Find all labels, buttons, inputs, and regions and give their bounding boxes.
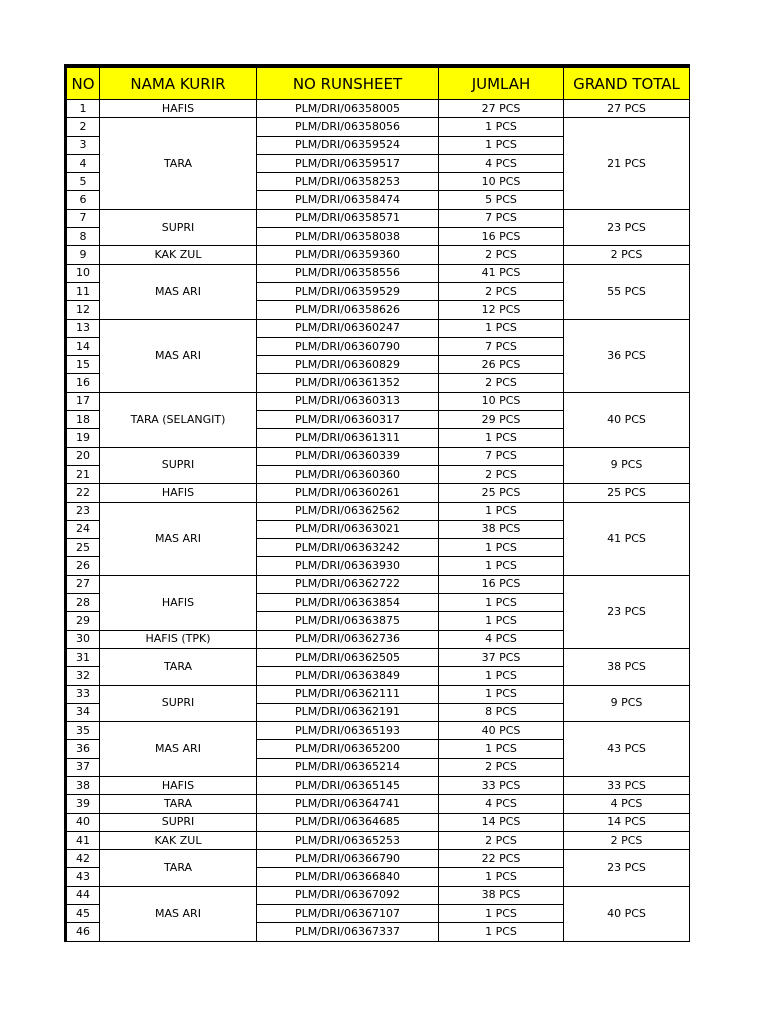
runsheet-cell[interactable]: PLM/DRI/06363854 [257, 594, 439, 612]
row-number-cell[interactable]: 33 [66, 685, 100, 703]
kurir-cell[interactable]: MAS ARI [100, 264, 257, 319]
row-number-cell[interactable]: 20 [66, 447, 100, 465]
row-number-cell[interactable]: 17 [66, 392, 100, 410]
runsheet-cell[interactable]: PLM/DRI/06363930 [257, 557, 439, 575]
row-number-cell[interactable]: 27 [66, 575, 100, 593]
row-number-cell[interactable]: 29 [66, 612, 100, 630]
header-jumlah[interactable]: JUMLAH [439, 66, 564, 100]
runsheet-cell[interactable]: PLM/DRI/06360313 [257, 392, 439, 410]
table-row [66, 886, 690, 904]
row-number-cell[interactable]: 9 [66, 246, 100, 264]
jumlah-cell[interactable]: 7 PCS [439, 337, 564, 355]
jumlah-cell[interactable]: 26 PCS [439, 356, 564, 374]
row-number-cell[interactable]: 34 [66, 703, 100, 721]
row-number-cell[interactable]: 41 [66, 831, 100, 849]
grand-total-cell[interactable]: 21 PCS [564, 118, 690, 209]
row-number-cell[interactable]: 40 [66, 813, 100, 831]
table-row [66, 319, 690, 337]
jumlah-cell[interactable]: 10 PCS [439, 392, 564, 410]
runsheet-cell[interactable]: PLM/DRI/06360360 [257, 465, 439, 483]
runsheet-cell[interactable]: PLM/DRI/06358556 [257, 264, 439, 282]
runsheet-cell[interactable]: PLM/DRI/06362562 [257, 502, 439, 520]
jumlah-cell[interactable]: 5 PCS [439, 191, 564, 209]
runsheet-cell[interactable]: PLM/DRI/06365145 [257, 776, 439, 794]
grand-total-cell[interactable]: 14 PCS [564, 813, 690, 831]
grand-total-cell[interactable]: 2 PCS [564, 831, 690, 849]
runsheet-cell[interactable]: PLM/DRI/06358626 [257, 301, 439, 319]
row-number-cell[interactable]: 22 [66, 484, 100, 502]
table-row [66, 795, 690, 813]
row-number-cell[interactable]: 42 [66, 850, 100, 868]
grand-total-cell[interactable]: 25 PCS [564, 484, 690, 502]
kurir-cell[interactable]: SUPRI [100, 209, 257, 246]
jumlah-cell[interactable]: 1 PCS [439, 594, 564, 612]
runsheet-cell[interactable]: PLM/DRI/06363849 [257, 667, 439, 685]
table-row [66, 246, 690, 264]
runsheet-cell[interactable]: PLM/DRI/06364741 [257, 795, 439, 813]
runsheet-cell[interactable]: PLM/DRI/06358474 [257, 191, 439, 209]
runsheet-cell[interactable]: PLM/DRI/06361352 [257, 374, 439, 392]
runsheet-cell[interactable]: PLM/DRI/06361311 [257, 429, 439, 447]
jumlah-cell[interactable]: 2 PCS [439, 374, 564, 392]
kurir-cell[interactable]: KAK ZUL [100, 246, 257, 264]
row-number-cell[interactable]: 24 [66, 520, 100, 538]
grand-total-cell[interactable]: 23 PCS [564, 850, 690, 887]
runsheet-cell[interactable]: PLM/DRI/06365200 [257, 740, 439, 758]
kurir-cell[interactable]: HAFIS (TPK) [100, 630, 257, 648]
table-row [66, 722, 690, 740]
row-number-cell[interactable]: 2 [66, 118, 100, 136]
runsheet-cell[interactable]: PLM/DRI/06360829 [257, 356, 439, 374]
row-number-cell[interactable]: 44 [66, 886, 100, 904]
row-number-cell[interactable]: 19 [66, 429, 100, 447]
runsheet-cell[interactable]: PLM/DRI/06358571 [257, 209, 439, 227]
runsheet-cell[interactable]: PLM/DRI/06358005 [257, 100, 439, 118]
table-row [66, 575, 690, 593]
grand-total-cell[interactable]: 9 PCS [564, 685, 690, 722]
header-nama-kurir[interactable]: NAMA KURIR [100, 66, 257, 100]
table-row [66, 850, 690, 868]
row-number-cell[interactable]: 12 [66, 301, 100, 319]
kurir-cell[interactable]: HAFIS [100, 575, 257, 630]
table-row [66, 392, 690, 410]
jumlah-cell[interactable]: 4 PCS [439, 630, 564, 648]
header-grand-total[interactable]: GRAND TOTAL [564, 66, 690, 100]
row-number-cell[interactable]: 15 [66, 356, 100, 374]
kurir-cell[interactable]: TARA [100, 648, 257, 685]
table-row [66, 776, 690, 794]
grand-total-cell[interactable]: 33 PCS [564, 776, 690, 794]
table-row [66, 118, 690, 136]
row-number-cell[interactable]: 39 [66, 795, 100, 813]
jumlah-cell[interactable]: 1 PCS [439, 502, 564, 520]
jumlah-cell[interactable]: 41 PCS [439, 264, 564, 282]
jumlah-cell[interactable]: 1 PCS [439, 667, 564, 685]
jumlah-cell[interactable]: 10 PCS [439, 173, 564, 191]
jumlah-cell[interactable]: 16 PCS [439, 575, 564, 593]
jumlah-cell[interactable]: 7 PCS [439, 209, 564, 227]
jumlah-cell[interactable]: 1 PCS [439, 685, 564, 703]
row-number-cell[interactable]: 16 [66, 374, 100, 392]
row-number-cell[interactable]: 18 [66, 411, 100, 429]
row-number-cell[interactable]: 4 [66, 154, 100, 172]
table-row [66, 831, 690, 849]
grand-total-cell[interactable]: 27 PCS [564, 100, 690, 118]
kurir-cell[interactable]: HAFIS [100, 776, 257, 794]
runsheet-cell[interactable]: PLM/DRI/06360317 [257, 411, 439, 429]
jumlah-cell[interactable]: 1 PCS [439, 118, 564, 136]
header-no[interactable]: NO [66, 66, 100, 100]
row-number-cell[interactable]: 1 [66, 100, 100, 118]
grand-total-cell[interactable]: 23 PCS [564, 575, 690, 648]
runsheet-cell[interactable]: PLM/DRI/06366790 [257, 850, 439, 868]
kurir-cell[interactable]: KAK ZUL [100, 831, 257, 849]
row-number-cell[interactable]: 11 [66, 282, 100, 300]
jumlah-cell[interactable]: 7 PCS [439, 447, 564, 465]
row-number-cell[interactable]: 37 [66, 758, 100, 776]
runsheet-cell[interactable]: PLM/DRI/06367337 [257, 923, 439, 941]
row-number-cell[interactable]: 35 [66, 722, 100, 740]
grand-total-cell[interactable]: 4 PCS [564, 795, 690, 813]
grand-total-cell[interactable]: 38 PCS [564, 648, 690, 685]
jumlah-cell[interactable]: 16 PCS [439, 228, 564, 246]
jumlah-cell[interactable]: 38 PCS [439, 886, 564, 904]
runsheet-cell[interactable]: PLM/DRI/06360261 [257, 484, 439, 502]
row-number-cell[interactable]: 36 [66, 740, 100, 758]
jumlah-cell[interactable]: 27 PCS [439, 100, 564, 118]
grand-total-cell[interactable]: 43 PCS [564, 722, 690, 777]
runsheet-cell[interactable]: PLM/DRI/06365214 [257, 758, 439, 776]
runsheet-cell[interactable]: PLM/DRI/06367092 [257, 886, 439, 904]
row-number-cell[interactable]: 30 [66, 630, 100, 648]
grand-total-cell[interactable]: 41 PCS [564, 502, 690, 575]
grand-total-cell[interactable]: 55 PCS [564, 264, 690, 319]
table-body [66, 100, 690, 942]
jumlah-cell[interactable]: 2 PCS [439, 758, 564, 776]
header-no-runsheet[interactable]: NO RUNSHEET [257, 66, 439, 100]
row-number-cell[interactable]: 43 [66, 868, 100, 886]
jumlah-cell[interactable]: 4 PCS [439, 154, 564, 172]
table-row [66, 502, 690, 520]
row-number-cell[interactable]: 38 [66, 776, 100, 794]
grand-total-cell[interactable]: 36 PCS [564, 319, 690, 392]
jumlah-cell[interactable]: 1 PCS [439, 539, 564, 557]
row-number-cell[interactable]: 46 [66, 923, 100, 941]
kurir-cell[interactable]: MAS ARI [100, 502, 257, 575]
runsheet-cell[interactable]: PLM/DRI/06358253 [257, 173, 439, 191]
row-number-cell[interactable]: 3 [66, 136, 100, 154]
runsheet-cell[interactable]: PLM/DRI/06359360 [257, 246, 439, 264]
grand-total-cell[interactable]: 2 PCS [564, 246, 690, 264]
jumlah-cell[interactable]: 2 PCS [439, 465, 564, 483]
table-row [66, 264, 690, 282]
runsheet-cell[interactable]: PLM/DRI/06364685 [257, 813, 439, 831]
table-row [66, 813, 690, 831]
jumlah-cell[interactable]: 37 PCS [439, 648, 564, 666]
kurir-cell[interactable]: SUPRI [100, 813, 257, 831]
runsheet-cell[interactable]: PLM/DRI/06358056 [257, 118, 439, 136]
table-row [66, 447, 690, 465]
runsheet-cell[interactable]: PLM/DRI/06367107 [257, 905, 439, 923]
kurir-cell[interactable]: HAFIS [100, 100, 257, 118]
kurir-cell[interactable]: MAS ARI [100, 319, 257, 392]
row-number-cell[interactable]: 23 [66, 502, 100, 520]
runsheet-cell[interactable]: PLM/DRI/06360247 [257, 319, 439, 337]
row-number-cell[interactable]: 32 [66, 667, 100, 685]
table-row [66, 209, 690, 227]
header-row [66, 66, 690, 100]
runsheet-table [64, 64, 690, 942]
jumlah-cell[interactable]: 40 PCS [439, 722, 564, 740]
row-number-cell[interactable]: 5 [66, 173, 100, 191]
kurir-cell[interactable]: TARA [100, 850, 257, 887]
runsheet-cell[interactable]: PLM/DRI/06362191 [257, 703, 439, 721]
jumlah-cell[interactable]: 14 PCS [439, 813, 564, 831]
row-number-cell[interactable]: 21 [66, 465, 100, 483]
table-row [66, 648, 690, 666]
jumlah-cell[interactable]: 1 PCS [439, 612, 564, 630]
jumlah-cell[interactable]: 38 PCS [439, 520, 564, 538]
runsheet-cell[interactable]: PLM/DRI/06359517 [257, 154, 439, 172]
runsheet-cell[interactable]: PLM/DRI/06362111 [257, 685, 439, 703]
row-number-cell[interactable]: 28 [66, 594, 100, 612]
jumlah-cell[interactable]: 1 PCS [439, 905, 564, 923]
jumlah-cell[interactable]: 2 PCS [439, 831, 564, 849]
table-row [66, 100, 690, 118]
jumlah-cell[interactable]: 2 PCS [439, 282, 564, 300]
runsheet-cell[interactable]: PLM/DRI/06365253 [257, 831, 439, 849]
row-number-cell[interactable]: 45 [66, 905, 100, 923]
kurir-cell[interactable]: MAS ARI [100, 722, 257, 777]
runsheet-cell[interactable]: PLM/DRI/06363242 [257, 539, 439, 557]
jumlah-cell[interactable]: 12 PCS [439, 301, 564, 319]
jumlah-cell[interactable]: 1 PCS [439, 923, 564, 941]
runsheet-cell[interactable]: PLM/DRI/06362505 [257, 648, 439, 666]
jumlah-cell[interactable]: 29 PCS [439, 411, 564, 429]
jumlah-cell[interactable]: 1 PCS [439, 319, 564, 337]
kurir-cell[interactable]: TARA [100, 118, 257, 209]
jumlah-cell[interactable]: 1 PCS [439, 740, 564, 758]
kurir-cell[interactable]: TARA (SELANGIT) [100, 392, 257, 447]
jumlah-cell[interactable]: 33 PCS [439, 776, 564, 794]
row-number-cell[interactable]: 8 [66, 228, 100, 246]
runsheet-cell[interactable]: PLM/DRI/06362722 [257, 575, 439, 593]
runsheet-cell[interactable]: PLM/DRI/06359529 [257, 282, 439, 300]
row-number-cell[interactable]: 26 [66, 557, 100, 575]
kurir-cell[interactable]: MAS ARI [100, 886, 257, 941]
kurir-cell[interactable]: TARA [100, 795, 257, 813]
jumlah-cell[interactable]: 1 PCS [439, 429, 564, 447]
runsheet-cell[interactable]: PLM/DRI/06358038 [257, 228, 439, 246]
runsheet-cell[interactable]: PLM/DRI/06360339 [257, 447, 439, 465]
jumlah-cell[interactable]: 1 PCS [439, 868, 564, 886]
kurir-cell[interactable]: SUPRI [100, 685, 257, 722]
row-number-cell[interactable]: 7 [66, 209, 100, 227]
table-row [66, 484, 690, 502]
jumlah-cell[interactable]: 22 PCS [439, 850, 564, 868]
kurir-cell[interactable]: SUPRI [100, 447, 257, 484]
row-number-cell[interactable]: 25 [66, 539, 100, 557]
jumlah-cell[interactable]: 1 PCS [439, 557, 564, 575]
table-row [66, 685, 690, 703]
jumlah-cell[interactable]: 25 PCS [439, 484, 564, 502]
grand-total-cell[interactable]: 9 PCS [564, 447, 690, 484]
jumlah-cell[interactable]: 4 PCS [439, 795, 564, 813]
jumlah-cell[interactable]: 8 PCS [439, 703, 564, 721]
runsheet-cell[interactable]: PLM/DRI/06362736 [257, 630, 439, 648]
jumlah-cell[interactable]: 1 PCS [439, 136, 564, 154]
row-number-cell[interactable]: 13 [66, 319, 100, 337]
runsheet-cell[interactable]: PLM/DRI/06363875 [257, 612, 439, 630]
row-number-cell[interactable]: 10 [66, 264, 100, 282]
runsheet-cell[interactable]: PLM/DRI/06363021 [257, 520, 439, 538]
row-number-cell[interactable]: 6 [66, 191, 100, 209]
runsheet-cell[interactable]: PLM/DRI/06366840 [257, 868, 439, 886]
grand-total-cell[interactable]: 40 PCS [564, 886, 690, 941]
runsheet-cell[interactable]: PLM/DRI/06360790 [257, 337, 439, 355]
grand-total-cell[interactable]: 23 PCS [564, 209, 690, 246]
runsheet-cell[interactable]: PLM/DRI/06359524 [257, 136, 439, 154]
kurir-cell[interactable]: HAFIS [100, 484, 257, 502]
runsheet-cell[interactable]: PLM/DRI/06365193 [257, 722, 439, 740]
jumlah-cell[interactable]: 2 PCS [439, 246, 564, 264]
grand-total-cell[interactable]: 40 PCS [564, 392, 690, 447]
row-number-cell[interactable]: 14 [66, 337, 100, 355]
row-number-cell[interactable]: 31 [66, 648, 100, 666]
